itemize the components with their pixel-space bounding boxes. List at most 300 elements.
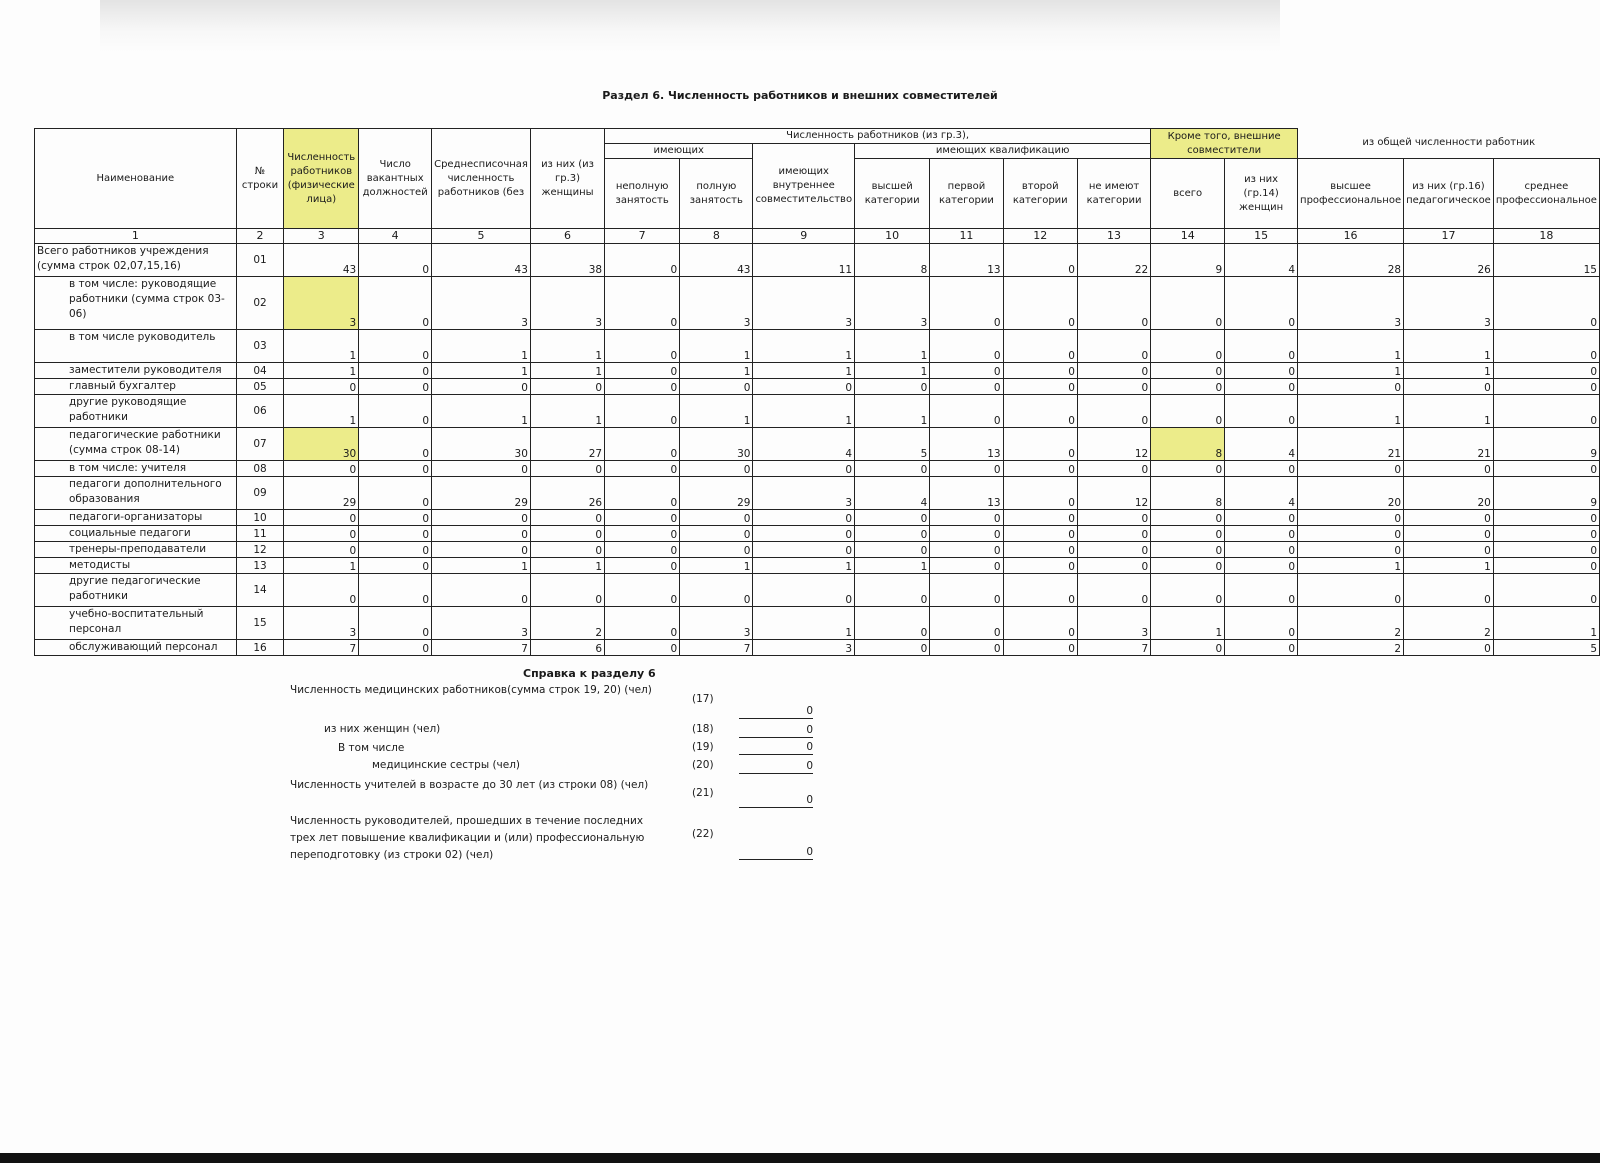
value-cell: 30 bbox=[680, 428, 753, 461]
value-cell: 0 bbox=[930, 395, 1003, 428]
value-cell: 0 bbox=[1493, 277, 1599, 330]
ref-code-21: (21) bbox=[692, 787, 714, 799]
ref-value-22: 0 bbox=[739, 846, 813, 860]
header-c13: не имеют категории bbox=[1077, 159, 1150, 229]
row-name: методисты bbox=[35, 558, 237, 574]
value-cell: 0 bbox=[1298, 526, 1404, 542]
value-cell: 0 bbox=[855, 379, 930, 395]
value-cell: 1 bbox=[753, 363, 855, 379]
value-cell: 0 bbox=[1225, 558, 1298, 574]
value-cell: 4 bbox=[1225, 477, 1298, 510]
value-cell: 0 bbox=[605, 395, 680, 428]
value-cell: 7 bbox=[432, 640, 531, 656]
value-cell: 0 bbox=[359, 574, 432, 607]
value-cell: 21 bbox=[1298, 428, 1404, 461]
value-cell: 0 bbox=[1151, 542, 1225, 558]
row-name: учебно-воспитательный персонал bbox=[35, 607, 237, 640]
row-code: 13 bbox=[236, 558, 284, 574]
header-c18: среднее профессиональное bbox=[1493, 159, 1599, 229]
ref-label-22: Численность руководителей, прошедших в течение последних трех лет повышение квалификации и (или) профессиональную переподготовку (из строки 02) (чел) bbox=[290, 815, 645, 861]
header-c12: второй категории bbox=[1003, 159, 1077, 229]
header-c11: первой категории bbox=[930, 159, 1003, 229]
value-cell: 0 bbox=[1003, 607, 1077, 640]
value-cell: 3 bbox=[432, 277, 531, 330]
value-cell: 0 bbox=[359, 395, 432, 428]
value-cell: 0 bbox=[1151, 379, 1225, 395]
value-cell: 0 bbox=[1493, 542, 1599, 558]
value-cell: 1 bbox=[1404, 363, 1494, 379]
value-cell: 0 bbox=[1151, 461, 1225, 477]
value-cell: 0 bbox=[359, 428, 432, 461]
value-cell: 0 bbox=[1225, 607, 1298, 640]
value-cell: 0 bbox=[680, 526, 753, 542]
value-cell: 28 bbox=[1298, 244, 1404, 277]
value-cell: 0 bbox=[1493, 510, 1599, 526]
value-cell: 0 bbox=[1493, 363, 1599, 379]
row-name: педагогические работники (сумма строк 08-14) bbox=[35, 428, 237, 461]
row-code: 06 bbox=[236, 395, 284, 428]
value-cell: 29 bbox=[284, 477, 359, 510]
value-cell: 0 bbox=[359, 379, 432, 395]
value-cell: 0 bbox=[1077, 330, 1150, 363]
value-cell: 1 bbox=[855, 558, 930, 574]
header-row-no: № строки bbox=[236, 129, 284, 229]
row-code: 08 bbox=[236, 461, 284, 477]
value-cell: 0 bbox=[1493, 395, 1599, 428]
value-cell: 0 bbox=[1151, 363, 1225, 379]
value-cell: 0 bbox=[930, 277, 1003, 330]
value-cell: 1 bbox=[753, 395, 855, 428]
value-cell: 1 bbox=[680, 395, 753, 428]
value-cell: 5 bbox=[855, 428, 930, 461]
row-code: 05 bbox=[236, 379, 284, 395]
table-row bbox=[35, 640, 1600, 656]
value-cell: 0 bbox=[605, 526, 680, 542]
table-row bbox=[35, 277, 1600, 330]
section-title: Раздел 6. Численность работников и внешних совместителей bbox=[602, 89, 998, 102]
column-number: 15 bbox=[1225, 229, 1298, 244]
value-cell: 0 bbox=[284, 461, 359, 477]
value-cell: 1 bbox=[680, 558, 753, 574]
value-cell: 0 bbox=[432, 510, 531, 526]
value-cell: 3 bbox=[530, 277, 604, 330]
value-cell: 0 bbox=[1003, 330, 1077, 363]
value-cell: 0 bbox=[359, 640, 432, 656]
value-cell: 1 bbox=[855, 330, 930, 363]
row-name: педагоги-организаторы bbox=[35, 510, 237, 526]
value-cell: 0 bbox=[530, 510, 604, 526]
header-c4: Число вакантных должностей bbox=[359, 129, 432, 229]
value-cell: 0 bbox=[1404, 510, 1494, 526]
value-cell: 0 bbox=[1151, 395, 1225, 428]
ref-value-21: 0 bbox=[739, 794, 813, 808]
value-cell: 0 bbox=[359, 558, 432, 574]
value-cell: 0 bbox=[1298, 510, 1404, 526]
value-cell: 0 bbox=[1225, 330, 1298, 363]
header-name: Наименование bbox=[35, 129, 237, 229]
value-cell: 0 bbox=[1077, 461, 1150, 477]
row-code: 11 bbox=[236, 526, 284, 542]
value-cell: 0 bbox=[753, 526, 855, 542]
value-cell: 3 bbox=[1077, 607, 1150, 640]
column-number: 3 bbox=[284, 229, 359, 244]
row-name: другие педагогические работники bbox=[35, 574, 237, 607]
value-cell: 0 bbox=[1003, 558, 1077, 574]
value-cell: 0 bbox=[432, 379, 531, 395]
row-name: Всего работников учреждения (сумма строк 02,07,15,16) bbox=[35, 244, 237, 277]
value-cell: 0 bbox=[530, 526, 604, 542]
value-cell: 0 bbox=[359, 526, 432, 542]
header-c15: из них (гр.14) женщин bbox=[1225, 159, 1298, 229]
value-cell: 0 bbox=[1003, 395, 1077, 428]
value-cell: 0 bbox=[432, 461, 531, 477]
value-cell: 0 bbox=[1003, 510, 1077, 526]
value-cell: 8 bbox=[855, 244, 930, 277]
value-cell: 0 bbox=[605, 363, 680, 379]
value-cell: 0 bbox=[1225, 574, 1298, 607]
value-cell: 26 bbox=[1404, 244, 1494, 277]
row-code: 10 bbox=[236, 510, 284, 526]
value-cell: 0 bbox=[284, 542, 359, 558]
value-cell: 3 bbox=[753, 477, 855, 510]
value-cell: 0 bbox=[1003, 277, 1077, 330]
value-cell: 0 bbox=[432, 542, 531, 558]
table-row bbox=[35, 510, 1600, 526]
header-c16: высшее профессиональное bbox=[1298, 159, 1404, 229]
value-cell: 0 bbox=[1404, 526, 1494, 542]
value-cell: 0 bbox=[855, 542, 930, 558]
value-cell: 0 bbox=[1077, 558, 1150, 574]
value-cell: 1 bbox=[855, 395, 930, 428]
value-cell: 0 bbox=[930, 574, 1003, 607]
value-cell: 0 bbox=[1225, 526, 1298, 542]
value-cell: 3 bbox=[284, 277, 359, 330]
value-cell: 0 bbox=[753, 574, 855, 607]
value-cell: 1 bbox=[1298, 558, 1404, 574]
row-name: социальные педагоги bbox=[35, 526, 237, 542]
ref-label-20: медицинские сестры (чел) bbox=[372, 759, 521, 771]
column-number: 13 bbox=[1077, 229, 1150, 244]
table-row bbox=[35, 363, 1600, 379]
row-code: 03 bbox=[236, 330, 284, 363]
value-cell: 3 bbox=[432, 607, 531, 640]
value-cell: 4 bbox=[855, 477, 930, 510]
value-cell: 0 bbox=[930, 461, 1003, 477]
value-cell: 0 bbox=[1225, 395, 1298, 428]
value-cell: 20 bbox=[1298, 477, 1404, 510]
value-cell: 0 bbox=[1493, 330, 1599, 363]
table-row bbox=[35, 379, 1600, 395]
row-name: педагоги дополнительного образования bbox=[35, 477, 237, 510]
value-cell: 0 bbox=[284, 526, 359, 542]
value-cell: 0 bbox=[1225, 542, 1298, 558]
value-cell: 0 bbox=[1003, 244, 1077, 277]
value-cell: 0 bbox=[530, 379, 604, 395]
row-code: 15 bbox=[236, 607, 284, 640]
value-cell: 0 bbox=[605, 428, 680, 461]
value-cell: 0 bbox=[1404, 461, 1494, 477]
row-name: тренеры-преподаватели bbox=[35, 542, 237, 558]
row-code: 01 bbox=[236, 244, 284, 277]
value-cell: 0 bbox=[1225, 640, 1298, 656]
value-cell: 0 bbox=[680, 379, 753, 395]
column-number-row bbox=[35, 229, 1600, 244]
value-cell: 1 bbox=[284, 363, 359, 379]
value-cell: 4 bbox=[753, 428, 855, 461]
column-number: 2 bbox=[236, 229, 284, 244]
value-cell: 0 bbox=[1298, 461, 1404, 477]
value-cell: 13 bbox=[930, 477, 1003, 510]
value-cell: 0 bbox=[359, 542, 432, 558]
value-cell: 0 bbox=[1151, 330, 1225, 363]
value-cell: 4 bbox=[1225, 428, 1298, 461]
ref-label-19: В том числе bbox=[338, 742, 405, 754]
table-row bbox=[35, 244, 1600, 277]
value-cell: 0 bbox=[1404, 640, 1494, 656]
header-c17: из них (гр.16) педагогическое bbox=[1404, 159, 1494, 229]
value-cell: 0 bbox=[1003, 461, 1077, 477]
ref-code-20: (20) bbox=[692, 759, 714, 771]
value-cell: 0 bbox=[1493, 574, 1599, 607]
header-c3: Численность работников (физические лица) bbox=[284, 129, 359, 229]
value-cell: 1 bbox=[680, 330, 753, 363]
value-cell: 13 bbox=[930, 244, 1003, 277]
value-cell: 0 bbox=[432, 574, 531, 607]
value-cell: 0 bbox=[680, 574, 753, 607]
value-cell: 1 bbox=[432, 395, 531, 428]
row-code: 04 bbox=[236, 363, 284, 379]
value-cell: 3 bbox=[680, 277, 753, 330]
value-cell: 0 bbox=[605, 640, 680, 656]
value-cell: 8 bbox=[1151, 477, 1225, 510]
table-row bbox=[35, 428, 1600, 461]
value-cell: 29 bbox=[680, 477, 753, 510]
value-cell: 0 bbox=[680, 542, 753, 558]
table-row bbox=[35, 526, 1600, 542]
value-cell: 0 bbox=[1298, 542, 1404, 558]
value-cell: 2 bbox=[1298, 640, 1404, 656]
value-cell: 0 bbox=[1077, 526, 1150, 542]
value-cell: 27 bbox=[530, 428, 604, 461]
column-number: 17 bbox=[1404, 229, 1494, 244]
value-cell: 0 bbox=[605, 461, 680, 477]
value-cell: 0 bbox=[605, 244, 680, 277]
value-cell: 0 bbox=[359, 510, 432, 526]
ref-code-17: (17) bbox=[692, 693, 714, 705]
value-cell: 0 bbox=[432, 526, 531, 542]
value-cell: 9 bbox=[1493, 477, 1599, 510]
table-row bbox=[35, 574, 1600, 607]
row-name: в том числе руководитель bbox=[35, 330, 237, 363]
value-cell: 2 bbox=[1298, 607, 1404, 640]
column-number: 10 bbox=[855, 229, 930, 244]
value-cell: 0 bbox=[359, 330, 432, 363]
column-number: 1 bbox=[35, 229, 237, 244]
value-cell: 1 bbox=[530, 395, 604, 428]
column-number: 18 bbox=[1493, 229, 1599, 244]
value-cell: 0 bbox=[605, 330, 680, 363]
table-row bbox=[35, 558, 1600, 574]
ref-code-18: (18) bbox=[692, 723, 714, 735]
row-code: 14 bbox=[236, 574, 284, 607]
value-cell: 0 bbox=[530, 461, 604, 477]
value-cell: 0 bbox=[530, 542, 604, 558]
value-cell: 1 bbox=[1404, 558, 1494, 574]
value-cell: 0 bbox=[1493, 558, 1599, 574]
value-cell: 0 bbox=[359, 277, 432, 330]
value-cell: 4 bbox=[1225, 244, 1298, 277]
value-cell: 0 bbox=[1077, 395, 1150, 428]
column-number: 16 bbox=[1298, 229, 1404, 244]
value-cell: 0 bbox=[1298, 379, 1404, 395]
value-cell: 0 bbox=[930, 542, 1003, 558]
value-cell: 1 bbox=[1298, 330, 1404, 363]
table-row bbox=[35, 330, 1600, 363]
value-cell: 2 bbox=[1404, 607, 1494, 640]
column-number: 9 bbox=[753, 229, 855, 244]
value-cell: 8 bbox=[1151, 428, 1225, 461]
value-cell: 3 bbox=[855, 277, 930, 330]
value-cell: 0 bbox=[530, 574, 604, 607]
value-cell: 0 bbox=[753, 379, 855, 395]
value-cell: 0 bbox=[930, 363, 1003, 379]
staff-table bbox=[34, 128, 1600, 656]
value-cell: 43 bbox=[680, 244, 753, 277]
value-cell: 0 bbox=[1077, 542, 1150, 558]
value-cell: 7 bbox=[284, 640, 359, 656]
header-group-main: Численность работников (из гр.3), bbox=[605, 129, 1151, 144]
value-cell: 0 bbox=[930, 510, 1003, 526]
value-cell: 0 bbox=[1225, 461, 1298, 477]
value-cell: 6 bbox=[530, 640, 604, 656]
value-cell: 13 bbox=[930, 428, 1003, 461]
value-cell: 3 bbox=[680, 607, 753, 640]
value-cell: 0 bbox=[359, 607, 432, 640]
value-cell: 0 bbox=[1225, 363, 1298, 379]
value-cell: 1 bbox=[432, 363, 531, 379]
value-cell: 1 bbox=[1298, 395, 1404, 428]
value-cell: 0 bbox=[1404, 574, 1494, 607]
value-cell: 0 bbox=[1151, 640, 1225, 656]
row-name: обслуживающий персонал bbox=[35, 640, 237, 656]
value-cell: 0 bbox=[1077, 277, 1150, 330]
value-cell: 15 bbox=[1493, 244, 1599, 277]
value-cell: 30 bbox=[432, 428, 531, 461]
value-cell: 1 bbox=[530, 558, 604, 574]
value-cell: 0 bbox=[1003, 477, 1077, 510]
header-c5: Среднесписочная численность работников (без bbox=[432, 129, 531, 229]
value-cell: 0 bbox=[1225, 277, 1298, 330]
row-code: 16 bbox=[236, 640, 284, 656]
value-cell: 11 bbox=[753, 244, 855, 277]
row-name: в том числе: учителя bbox=[35, 461, 237, 477]
value-cell: 7 bbox=[680, 640, 753, 656]
value-cell: 12 bbox=[1077, 428, 1150, 461]
value-cell: 1 bbox=[530, 330, 604, 363]
row-code: 12 bbox=[236, 542, 284, 558]
ref-value-19: 0 bbox=[739, 741, 813, 755]
column-number: 14 bbox=[1151, 229, 1225, 244]
column-number: 7 bbox=[605, 229, 680, 244]
value-cell: 43 bbox=[284, 244, 359, 277]
value-cell: 1 bbox=[1493, 607, 1599, 640]
ref-code-19: (19) bbox=[692, 741, 714, 753]
value-cell: 0 bbox=[680, 461, 753, 477]
value-cell: 0 bbox=[1151, 574, 1225, 607]
value-cell: 0 bbox=[284, 510, 359, 526]
row-code: 02 bbox=[236, 277, 284, 330]
header-group-ext: Кроме того, внешние совместители bbox=[1151, 129, 1298, 159]
value-cell: 0 bbox=[855, 510, 930, 526]
table-row bbox=[35, 542, 1600, 558]
value-cell: 0 bbox=[605, 542, 680, 558]
column-number: 6 bbox=[530, 229, 604, 244]
value-cell: 0 bbox=[605, 510, 680, 526]
value-cell: 21 bbox=[1404, 428, 1494, 461]
value-cell: 3 bbox=[753, 640, 855, 656]
value-cell: 0 bbox=[930, 607, 1003, 640]
value-cell: 0 bbox=[930, 558, 1003, 574]
value-cell: 0 bbox=[680, 510, 753, 526]
value-cell: 0 bbox=[605, 477, 680, 510]
row-name: главный бухгалтер bbox=[35, 379, 237, 395]
value-cell: 22 bbox=[1077, 244, 1150, 277]
header-group-qual: имеющих квалификацию bbox=[855, 144, 1151, 159]
value-cell: 0 bbox=[1151, 526, 1225, 542]
value-cell: 0 bbox=[284, 574, 359, 607]
value-cell: 1 bbox=[530, 363, 604, 379]
value-cell: 30 bbox=[284, 428, 359, 461]
value-cell: 0 bbox=[1298, 574, 1404, 607]
ref-value-18: 0 bbox=[739, 724, 813, 738]
value-cell: 0 bbox=[1003, 574, 1077, 607]
value-cell: 0 bbox=[1404, 542, 1494, 558]
value-cell: 1 bbox=[284, 330, 359, 363]
value-cell: 9 bbox=[1493, 428, 1599, 461]
ref-value-20: 0 bbox=[739, 760, 813, 774]
row-code: 07 bbox=[236, 428, 284, 461]
value-cell: 0 bbox=[1003, 379, 1077, 395]
value-cell: 0 bbox=[753, 542, 855, 558]
ref-label-18: из них женщин (чел) bbox=[324, 723, 441, 735]
value-cell: 1 bbox=[1298, 363, 1404, 379]
value-cell: 1 bbox=[432, 558, 531, 574]
value-cell: 1 bbox=[432, 330, 531, 363]
value-cell: 0 bbox=[1151, 558, 1225, 574]
value-cell: 0 bbox=[359, 477, 432, 510]
value-cell: 29 bbox=[432, 477, 531, 510]
header-c8: полную занятость bbox=[680, 159, 753, 229]
ref-code-22: (22) bbox=[692, 828, 714, 840]
value-cell: 0 bbox=[359, 461, 432, 477]
row-name: в том числе: руководящие работники (сумма строк 03-06) bbox=[35, 277, 237, 330]
value-cell: 5 bbox=[1493, 640, 1599, 656]
header-c7: неполную занятость bbox=[605, 159, 680, 229]
value-cell: 0 bbox=[1493, 379, 1599, 395]
value-cell: 0 bbox=[1077, 574, 1150, 607]
value-cell: 1 bbox=[284, 395, 359, 428]
value-cell: 0 bbox=[605, 574, 680, 607]
scan-shadow bbox=[100, 0, 1280, 52]
value-cell: 0 bbox=[930, 526, 1003, 542]
column-number: 8 bbox=[680, 229, 753, 244]
value-cell: 0 bbox=[359, 244, 432, 277]
header-group-having: имеющих bbox=[605, 144, 753, 159]
value-cell: 0 bbox=[1493, 461, 1599, 477]
header-c6: из них (из гр.3) женщины bbox=[530, 129, 604, 229]
column-number: 11 bbox=[930, 229, 1003, 244]
value-cell: 0 bbox=[855, 526, 930, 542]
